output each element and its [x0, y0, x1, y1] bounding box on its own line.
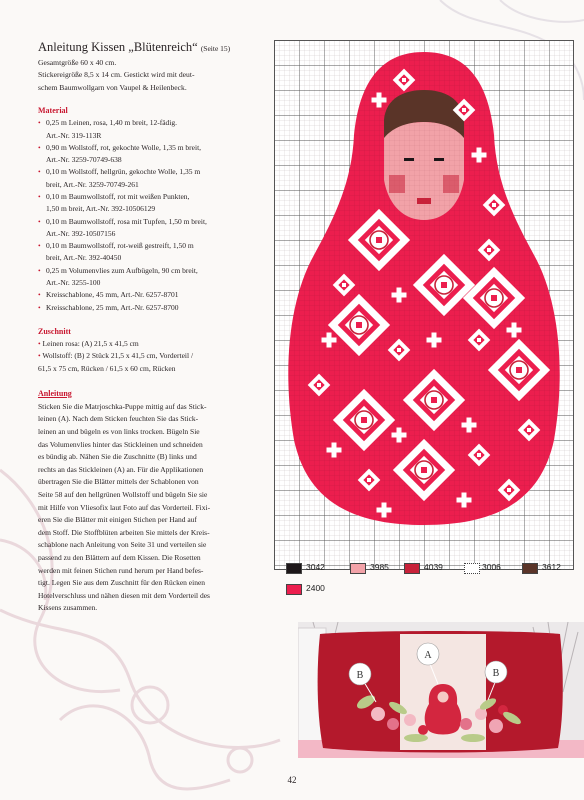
anleitung-line: eren Sie die Blätter mit einigen Stichen per Hand auf: [38, 515, 197, 525]
material-line: breit, Art.-Nr. 392-40450: [46, 253, 122, 263]
intro-line: Gesamtgröße 60 x 40 cm.: [38, 58, 117, 67]
material-line: Art.-Nr. 3259-70749-638: [46, 155, 122, 165]
anleitung-line: leinen an und bügeln es von links trocken. Bügeln Sie: [38, 427, 200, 437]
material-line: Art.-Nr. 3255-100: [46, 278, 101, 288]
zuschnitt-text: [38, 338, 270, 375]
legend-label: 4039: [424, 562, 443, 572]
legend-label: 2400: [306, 583, 325, 593]
anleitung-line: Sticken Sie die Matrjoschka-Puppe mittig auf das Stick-: [38, 401, 207, 411]
zuschnitt-value: (A) 21,5 x 41,5 cm: [79, 338, 139, 348]
material-line: 0,10 m Baumwollstoff, rot mit weißen Punkten,: [46, 192, 190, 201]
anleitung-line: schablone nach Anleitung von Seite 31 und verteilen sie: [38, 540, 207, 550]
legend-label: 3042: [306, 562, 325, 572]
legend-swatch-3042: [286, 563, 302, 574]
legend-swatch-3612: [522, 563, 538, 574]
anleitung-line: es bündig ab. Nähen Sie die Zuschnitte (B) links und: [38, 452, 197, 462]
anleitung-line: mit Hilfe von Vliesofix laut Foto auf das Vorderteil. Fixi-: [38, 502, 211, 512]
color-legend: [286, 563, 576, 603]
legend-swatch-4039: [404, 563, 420, 574]
zuschnitt-label: Wollstoff:: [42, 351, 73, 361]
page-number: 42: [287, 775, 297, 785]
material-item: [38, 216, 270, 241]
zuschnitt-label: Leinen rosa:: [42, 338, 80, 348]
material-line: 0,25 m Volumenvlies zum Aufbügeln, 90 cm breit,: [46, 265, 198, 275]
title-page-reference: (Seite 15): [200, 44, 231, 53]
legend-label: 3985: [370, 562, 389, 572]
material-item: [38, 289, 270, 301]
intro-line: Stickereigröße 8,5 x 14 cm. Gestickt wird mit deut-: [38, 70, 195, 80]
material-item: [38, 117, 270, 142]
anleitung-line: tigt. Legen Sie aus dem Zuschnitt für den Rücken einen: [38, 578, 206, 588]
title-text: Anleitung Kissen „Blütenreich“: [38, 40, 198, 54]
material-item: [38, 240, 270, 265]
zuschnitt-bullet: •: [38, 351, 41, 361]
material-item: [38, 265, 270, 290]
cross-stitch-chart: [274, 40, 574, 570]
material-line: 0,10 m Baumwollstoff, rosa mit Tupfen, 1,50 m breit,: [46, 216, 207, 226]
intro-line: schem Baumwollgarn von Vaupel & Heilenbeck.: [38, 82, 187, 92]
material-line: 0,25 m Leinen, rosa, 1,40 m breit, 12-fädig.: [46, 118, 178, 128]
material-item: [38, 166, 270, 191]
anleitung-line: werden mit feinen Stichen rund herum per Hand befes-: [38, 565, 204, 575]
material-list: [38, 117, 270, 314]
doll-mouth: [417, 198, 431, 204]
material-item: [38, 191, 270, 216]
anleitung-line: leinen (A). Nach dem Sticken feuchten Sie das Stick-: [38, 414, 199, 424]
material-item: [38, 302, 270, 314]
material-line: 1,50 m breit, Art.-Nr. 392-10506129: [46, 204, 156, 214]
material-line: Art.-Nr. 392-10507156: [46, 228, 116, 238]
intro-text: [38, 57, 270, 94]
zuschnitt-value: (B) 2 Stück 21,5 x 41,5 cm, Vorderteil /: [72, 351, 194, 361]
anleitung-line: das Volumenvlies hinter das Stickleinen und schneiden: [38, 439, 203, 449]
material-line: 0,10 m Baumwollstoff, rot-weiß gestreift, 1,50 m: [46, 241, 194, 251]
material-line: Kreisschablone, 25 mm, Art.-Nr. 6257-8700: [46, 302, 179, 312]
material-line: Kreisschablone, 45 mm, Art.-Nr. 6257-8701: [46, 290, 179, 300]
legend-swatch-3006: [464, 563, 480, 574]
cushion-photo: [298, 622, 584, 758]
anleitung-line: übertragen Sie die Blätter mittels der Schablonen von: [38, 477, 199, 487]
label-b-left: B: [356, 670, 364, 681]
legend-label: 3612: [542, 562, 561, 572]
doll-face: [384, 122, 464, 220]
zuschnitt-heading: Zuschnitt: [38, 326, 71, 336]
legend-label: 3006: [482, 562, 501, 572]
anleitung-text: [38, 401, 270, 615]
label-a: A: [424, 650, 432, 661]
material-line: Art.-Nr. 319-113R: [46, 130, 102, 140]
material-line: 0,90 m Wollstoff, rot, gekochte Wolle, 1,35 m breit,: [46, 142, 202, 152]
anleitung-line: passend zu den Blättern auf dem Kissen. Die Rosetten: [38, 552, 201, 562]
instruction-column: [38, 40, 270, 615]
anleitung-line: rechts an das Stickleinen (A) an. Für die Applikationen: [38, 464, 204, 474]
zuschnitt-value: 61,5 x 75 cm, Rücken / 61,5 x 60 cm, Rücken: [38, 363, 176, 373]
legend-swatch-2400: [286, 584, 302, 595]
legend-swatch-3985: [350, 563, 366, 574]
anleitung-line: Hotelverschluss und nähen diesen mit dem Vorderteil des: [38, 590, 210, 600]
material-line: 0,10 m Wollstoff, hellgrün, gekochte Wolle, 1,35 m: [46, 167, 201, 177]
page-title: [38, 40, 270, 55]
material-line: breit, Art.-Nr. 3259-70749-261: [46, 179, 139, 189]
anleitung-heading: Anleitung: [38, 388, 72, 398]
material-heading: Material: [38, 106, 68, 116]
anleitung-line: Seite 58 auf den hellgrünen Wollstoff und bügeln Sie sie: [38, 490, 208, 500]
anleitung-line: Kissens zusammen.: [38, 603, 98, 613]
anleitung-line: dem Stoff. Die Stoffblüten arbeiten Sie mittels der Kreis-: [38, 527, 210, 537]
material-item: [38, 142, 270, 167]
label-b-right: B: [492, 668, 500, 679]
zuschnitt-bullet: •: [38, 338, 41, 348]
